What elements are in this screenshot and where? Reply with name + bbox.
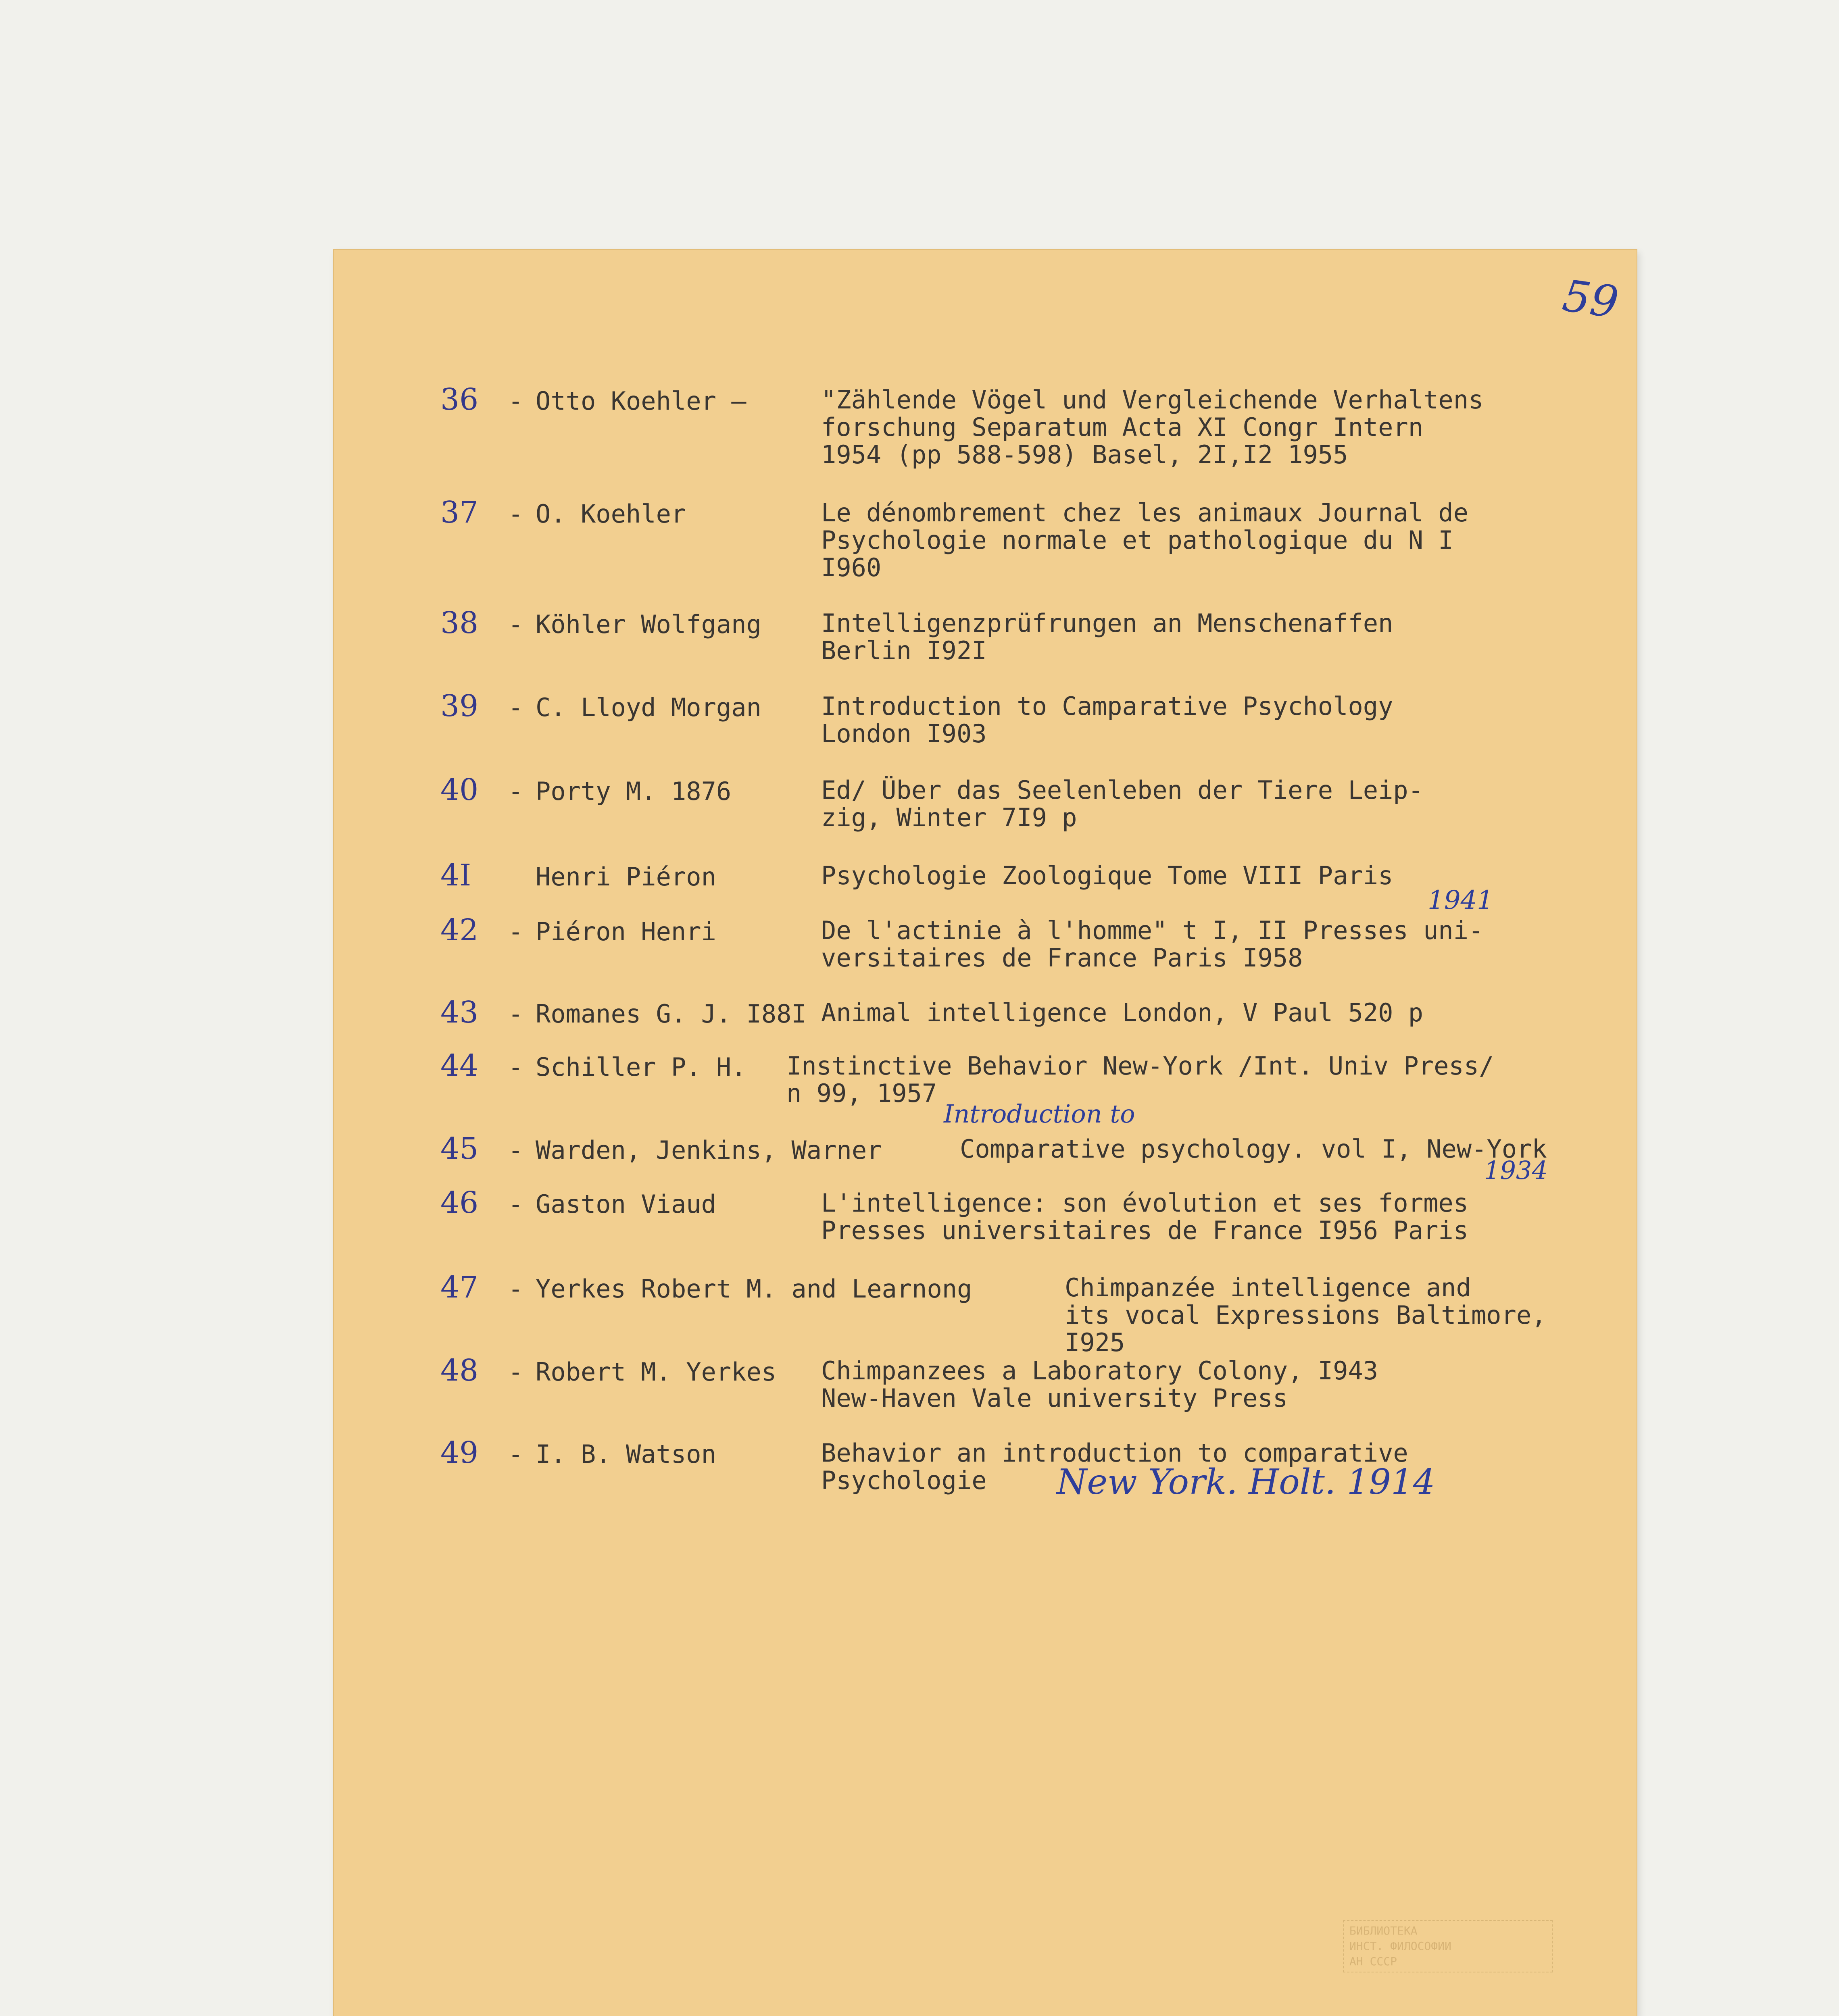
- entry-author: Robert M. Yerkes: [536, 1357, 777, 1387]
- entry-title: Instinctive Behavior New-York /Int. Univ Press/ n 99, 1957: [786, 1051, 1494, 1108]
- entry-title: L'intelligence: son évolution et ses formes Presses universitaires de France I956 Paris: [821, 1188, 1469, 1245]
- entry-number: 4I: [440, 858, 471, 893]
- entry-title: Introduction to Camparative Psychology London I903: [821, 691, 1393, 748]
- entry-author: Schiller P. H.: [536, 1052, 746, 1082]
- entry-author: O. Koehler: [536, 499, 686, 529]
- entry-author: Piéron Henri: [536, 917, 716, 946]
- entry-number: 45: [440, 1131, 479, 1166]
- entry-title: De l'actinie à l'homme" t I, II Presses uni- versitaires de France Paris I958: [821, 916, 1484, 973]
- entry-title: Comparative psychology. vol I, New-York: [960, 1134, 1547, 1164]
- entry-author: Otto Koehler –: [536, 386, 746, 416]
- entry-number: 42: [440, 913, 479, 948]
- entry-author: C. Lloyd Morgan: [536, 693, 761, 722]
- entry-author: Yerkes Robert M. and Learnong: [536, 1274, 972, 1304]
- entry-number: 37: [440, 495, 479, 530]
- entry-number: 38: [440, 606, 479, 640]
- entry-title: Animal intelligence London, V Paul 520 p: [821, 998, 1424, 1027]
- entry-number: 47: [440, 1270, 479, 1305]
- handwritten-note-1941: 1941: [1428, 885, 1493, 915]
- entry-author: Henri Piéron: [536, 862, 716, 891]
- entry-number: 46: [440, 1185, 479, 1220]
- entry-title: Le dénombrement chez les animaux Journal de Psychologie normale et pathologique du N I I960: [821, 498, 1469, 582]
- entry-title: Chimpanzees a Laboratory Colony, I943 New-Haven Vale university Press: [821, 1356, 1378, 1413]
- entry-author: I. B. Watson: [536, 1439, 716, 1469]
- library-stamp: БИБЛИОТЕКА ИНСТ. ФИЛОСОФИИ АН СССР: [1343, 1920, 1553, 1972]
- entry-title: "Zählende Vögel und Vergleichende Verhaltens forschung Separatum Acta XI Congr Intern 1954 (pp 588-598) Basel, 2I,I2 1955: [821, 385, 1484, 469]
- entry-title: Behavior an introduction to comparative Psychologie: [821, 1438, 1408, 1495]
- entry-number: 43: [440, 995, 479, 1030]
- entry-number: 48: [440, 1353, 479, 1388]
- entry-title: Intelligenzprüfrungen an Menschenaffen Berlin I92I: [821, 608, 1393, 665]
- entry-title: Ed/ Über das Seelenleben der Tiere Leip- zig, Winter 7I9 p: [821, 775, 1424, 832]
- handwritten-note-introduction: Introduction to: [944, 1099, 1135, 1129]
- entry-author: Warden, Jenkins, Warner: [536, 1135, 882, 1165]
- entry-title: Chimpanzée intelligence and its vocal Expressions Baltimore, I925: [1065, 1273, 1547, 1357]
- entry-number: 49: [440, 1435, 479, 1470]
- page-number: 59: [1559, 271, 1622, 328]
- entry-title: Psychologie Zoologique Tome VIII Paris: [821, 861, 1393, 890]
- entry-number: 44: [440, 1048, 479, 1083]
- entry-number: 40: [440, 773, 479, 807]
- entry-number: 39: [440, 689, 479, 723]
- handwritten-note-1934: 1934: [1484, 1156, 1548, 1185]
- entry-author: Porty M. 1876: [536, 777, 732, 806]
- entry-author: Köhler Wolfgang: [536, 610, 761, 639]
- entry-author: Romanes G. J. I88I: [536, 999, 807, 1029]
- entry-author: Gaston Viaud: [536, 1189, 716, 1219]
- handwritten-publisher-note: New York. Holt. 1914: [1057, 1462, 1435, 1502]
- entry-number: 36: [440, 382, 479, 417]
